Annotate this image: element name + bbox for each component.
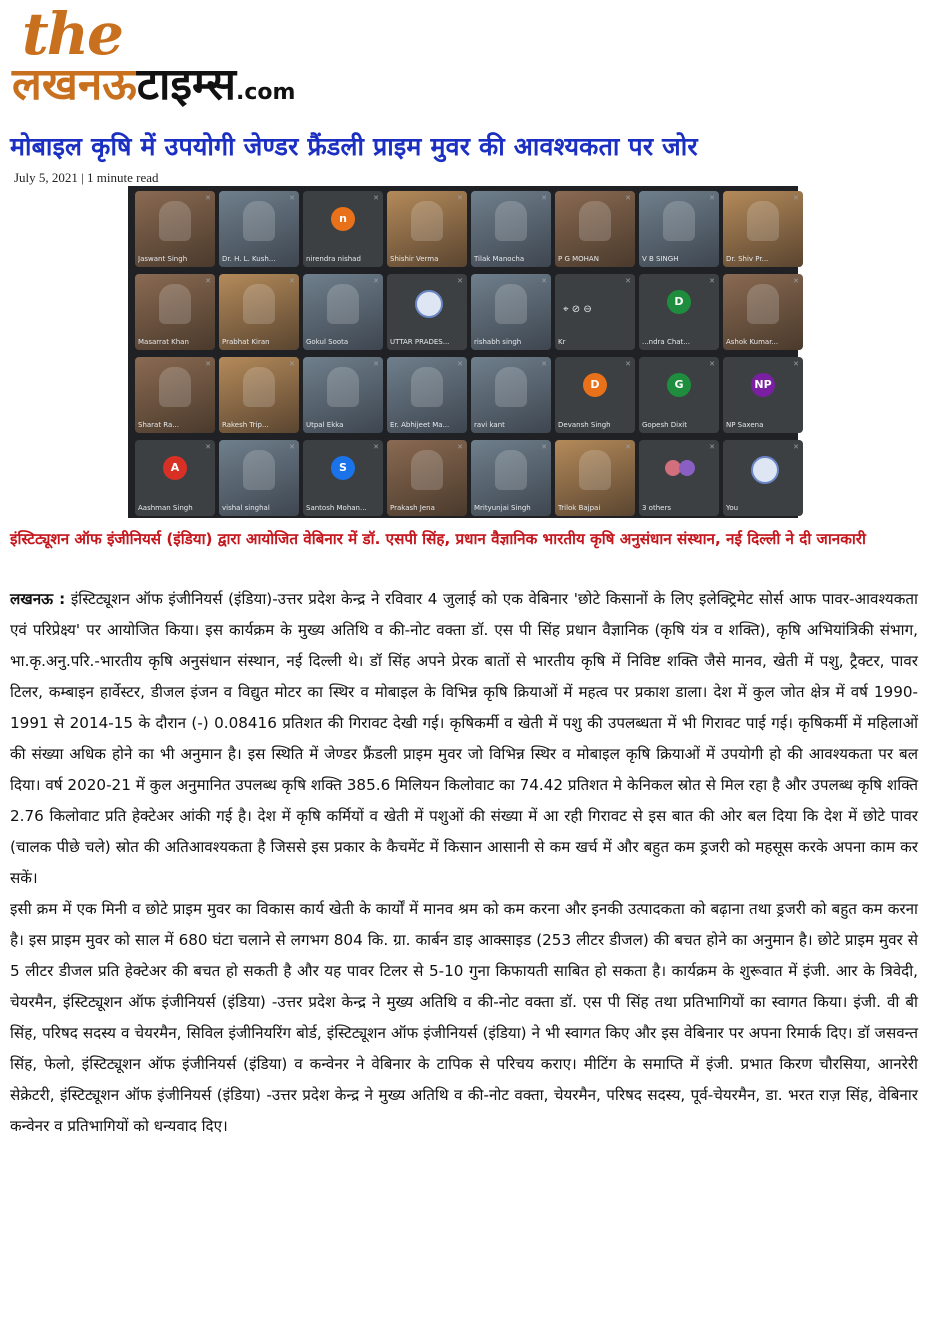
participant-tile [471, 274, 551, 350]
mic-muted-icon: ✕ [625, 443, 631, 451]
mic-muted-icon: ✕ [541, 277, 547, 285]
participant-video [411, 201, 443, 241]
mic-muted-icon: ✕ [541, 443, 547, 451]
participant-avatar: D [583, 373, 607, 397]
participant-video [579, 201, 611, 241]
participant-name: ravi kant [474, 421, 505, 429]
participant-tile [135, 357, 215, 433]
participant-tile [387, 191, 467, 267]
participant-name: Trilok Bajpai [558, 504, 601, 512]
participant-video [747, 284, 779, 324]
mic-muted-icon: ✕ [709, 194, 715, 202]
tile-controls-icon: ⌖ ⊘ ⊖ [563, 304, 592, 315]
mic-muted-icon: ✕ [625, 360, 631, 368]
participant-name: rishabh singh [474, 338, 522, 346]
participant-avatar: A [163, 456, 187, 480]
participant-tile [135, 440, 215, 516]
participant-name: UTTAR PRADES... [390, 338, 450, 346]
mic-muted-icon: ✕ [457, 194, 463, 202]
participant-video [243, 284, 275, 324]
participant-tile [723, 440, 803, 516]
mic-muted-icon: ✕ [541, 360, 547, 368]
participant-tile [387, 357, 467, 433]
participant-tile [555, 274, 635, 350]
participant-name: Dr. H. L. Kush... [222, 255, 276, 263]
logo-wordmark [12, 60, 295, 118]
participant-avatar: G [667, 373, 691, 397]
article-subheadline: इंस्टिट्यूशन ऑफ इंजीनियर्स (इंडिया) द्वारा आयोजित वेबिनार में डॉ. एसपी सिंह, प्रधान वैज्ञानिक भारतीय कृषि अनुसंधान संस्थान, नई दिल्ली ने दी जानकारी [10, 530, 866, 548]
participant-tile [639, 274, 719, 350]
participant-tile [555, 440, 635, 516]
participant-name: Prabhat Kiran [222, 338, 270, 346]
participant-tile [471, 357, 551, 433]
participant-tile [303, 357, 383, 433]
mic-muted-icon: ✕ [709, 277, 715, 285]
participant-tile [471, 191, 551, 267]
participant-tile [471, 440, 551, 516]
participant-video [495, 367, 527, 407]
participant-name: Ashok Kumar... [726, 338, 779, 346]
participant-name: nirendra nishad [306, 255, 361, 263]
participant-name: Er. Abhijeet Ma... [390, 421, 450, 429]
participant-name: Gokul Soota [306, 338, 349, 346]
participant-tile [219, 357, 299, 433]
participant-avatar: NP [751, 373, 775, 397]
participant-video [579, 450, 611, 490]
participant-name: 3 others [642, 504, 671, 512]
mic-muted-icon: ✕ [373, 443, 379, 451]
participant-name: Aashman Singh [138, 504, 193, 512]
participant-avatar: S [331, 456, 355, 480]
participant-name: You [726, 504, 739, 512]
mic-muted-icon: ✕ [793, 360, 799, 368]
mic-muted-icon: ✕ [625, 194, 631, 202]
paragraph-1-text: इंस्टिट्यूशन ऑफ इंजीनियर्स (इंडिया)-उत्तर प्रदेश केन्द्र ने रविवार 4 जुलाई को एक वेबिनार 'छोटे किसानों के लिए इलेक्ट्रिमेट सोर्स आफ पावर-आवश्यकता एवं परिप्रेक्ष्य' पर आयोजित किया। इस कार्यक्रम के मुख्य अतिथि व की-नोट वक्ता डॉ. एस पी सिंह प्रधान वैज्ञानिक (कृषि यंत्र व शक्ति), कृषि अभियांत्रिकी संभाग, भा.कृ.अनु.परि.-भारतीय कृषि अनुसंधान संस्थान, नई दिल्ली थे। डॉ सिंह अपने प्रेरक बातों से भारतीय कृषि में निविष्ट शक्ति जैसे मानव, खेती में पशु, ट्रैक्टर, पावर टिलर, कम्बाइन हार्वेस्टर, डीजल इंजन व विद्युत मोटर का स्थिर व मोबाइल के विभिन्न कृषि क्रियाओं में महत्व पर प्रकाश डाला। देश में कुल जोत क्षेत्र में वर्ष 1990-1991 से 2014-15 के दौरान (-) 0.08416 प्रतिशत की गिरावट देखी गई। कृषिकर्मी व खेती में पशु की उपलब्धता में भी गिरावट पाई गई। कृषिकर्मी में महिलाओं की संख्या अधिक होने का भी अनुमान है। इस स्थिति में जेण्डर फ्रैंडली प्राइम मुवर जो विभिन्न स्थिर व मोबाइल कृषि क्रियाओं में उपयोगी हो की आवश्यकता पर बल दिया। वर्ष 2020-21 में कुल अनुमानित उपलब्ध कृषि शक्ति 385.6 मिलियन किलोवाट का 74.42 प्रतिशत मे केनिकल स्रोत से मिल रहा है और उपलब्ध कृषि शक्ति 2.76 किलोवाट प्रति हेक्टेअर आंकी गई है। देश में कृषि कर्मियों व खेती में पशुओं की संख्या में आ रही गिरावट से इस बात की ओर बल दिया कि देश में छोटे पावर (चालक पीछे चले) स्रोत की अतिआवश्यकता है जिससे इस प्रकार के कैचमेंट में किसान आसानी से कम खर्च में और बहुत कम ड्रजरी को महसूस करके अपना काम कर सकें। [10, 590, 918, 887]
article-headline: मोबाइल कृषि में उपयोगी जेण्डर फ्रैंडली प्राइम मुवर की आवश्यकता पर जोर [10, 132, 698, 161]
mic-muted-icon: ✕ [793, 194, 799, 202]
mic-muted-icon: ✕ [289, 443, 295, 451]
participant-video [159, 367, 191, 407]
participant-tile [723, 191, 803, 267]
mic-muted-icon: ✕ [457, 360, 463, 368]
mic-muted-icon: ✕ [205, 277, 211, 285]
participant-video [243, 367, 275, 407]
participant-avatar: D [667, 290, 691, 314]
participant-name: V B SINGH [642, 255, 679, 263]
participant-tile [303, 191, 383, 267]
mic-muted-icon: ✕ [205, 194, 211, 202]
participant-avatar: n [331, 207, 355, 231]
participant-name: Mrityunjai Singh [474, 504, 531, 512]
participant-name: Prakash Jena [390, 504, 435, 512]
participant-video [495, 284, 527, 324]
participant-tile [555, 191, 635, 267]
mic-muted-icon: ✕ [205, 360, 211, 368]
participant-video [411, 450, 443, 490]
mic-muted-icon: ✕ [289, 194, 295, 202]
participant-name: Jaswant Singh [138, 255, 188, 263]
participant-video [411, 367, 443, 407]
participant-name: Tilak Manocha [474, 255, 525, 263]
webinar-screenshot [128, 186, 798, 518]
mic-muted-icon: ✕ [205, 443, 211, 451]
participant-name: Gopesh Dixit [642, 421, 687, 429]
participant-tile [387, 274, 467, 350]
organization-logo [751, 456, 779, 484]
logo-the-text: the [22, 0, 122, 68]
article-paragraph-2: इसी क्रम में एक मिनी व छोटे प्राइम मुवर का विकास कार्य खेती के कार्यों में मानव श्रम को कम करना और इनकी उत्पादकता को बढ़ाना तथा ड्रजरी को बहुत कम करना है। इस प्राइम मुवर को साल में 680 घंटा चलाने से लगभग 804 कि. ग्रा. कार्बन डाइ आक्साइड (253 लीटर डीजल) की बचत होने का अनुमान है। छोटे प्राइम मुवर से 5 लीटर डीजल प्रति हेक्टेअर की बचत हो सकती है और यह पावर टिलर से 5-10 गुना किफायती साबित हो सकता है। कार्यक्रम के शुरूवात में इंजी. आर के त्रिवेदी, चेयरमैन, इंस्टिट्यूशन ऑफ इंजीनियर्स (इंडिया) -उत्तर प्रदेश केन्द्र ने मुख्य अतिथि व की-नोट वक्ता डॉ. एस पी सिंह तथा प्रतिभागियों का स्वागत किया। इंजी. वी बी सिंह, परिषद सदस्य व चेयरमैन, सिविल इंजीनियरिंग बोर्ड, इंस्टिट्यूशन ऑफ इंजीनियर्स (इंडिया) ने भी स्वागत किए और इस वेबिनार पर अपना रिमार्क दिए। डॉ जसवन्त सिंह, फेलो, इंस्टिट्यूशन ऑफ इंजीनियर्स (इंडिया) व कन्वेनर ने वेबिनार के टापिक से परिचय कराए। मीटिंग के समाप्ति में इंजी. प्रभात किरण चौरसिया, आनरेरी सेक्रेटरी, इंस्टिट्यूशन ऑफ इंजीनियर्स (इंडिया) -उत्तर प्रदेश केन्द्र ने मुख्य अतिथि व की-नोट वक्ता, चेयरमैन, परिषद सदस्य, पूर्व-चेयरमैन, डा. भरत राज़ सिंह, वेबिनार कन्वेनर व प्रतिभागियों को धन्यवाद दिए। [10, 900, 918, 1135]
participant-tile [639, 191, 719, 267]
participant-video [747, 201, 779, 241]
mic-muted-icon: ✕ [289, 277, 295, 285]
participant-name: vishal singhal [222, 504, 270, 512]
participant-video [495, 450, 527, 490]
participant-name: Devansh Singh [558, 421, 611, 429]
participant-name: Rakesh Trip... [222, 421, 269, 429]
participant-name: Sharat Ra... [138, 421, 179, 429]
mic-muted-icon: ✕ [373, 277, 379, 285]
mic-muted-icon: ✕ [709, 443, 715, 451]
mic-muted-icon: ✕ [793, 443, 799, 451]
participant-tile [303, 440, 383, 516]
logo-part-lucknow: लखनऊ [12, 59, 137, 110]
participant-tile [723, 274, 803, 350]
participant-tile [639, 440, 719, 516]
participant-video [243, 450, 275, 490]
participant-video [159, 201, 191, 241]
article-paragraph-1 [10, 584, 918, 894]
participant-video [327, 367, 359, 407]
mic-muted-icon: ✕ [373, 360, 379, 368]
participant-tile [387, 440, 467, 516]
mic-muted-icon: ✕ [625, 277, 631, 285]
mic-muted-icon: ✕ [373, 194, 379, 202]
mic-muted-icon: ✕ [793, 277, 799, 285]
participant-tile [219, 191, 299, 267]
article-body [10, 584, 918, 1142]
participant-name: Shishir Verma [390, 255, 439, 263]
participant-video [159, 284, 191, 324]
participant-video [663, 201, 695, 241]
participant-tile [135, 191, 215, 267]
participant-tile [219, 440, 299, 516]
mic-muted-icon: ✕ [709, 360, 715, 368]
lead-word: लखनऊ : [10, 590, 66, 608]
participant-tile [723, 357, 803, 433]
organization-logo [415, 290, 443, 318]
participant-video [243, 201, 275, 241]
logo-part-times: टाइम्स [136, 59, 237, 110]
others-avatar [679, 460, 695, 476]
participant-name: Santosh Mohan... [306, 504, 367, 512]
logo-domain-suffix: .com [236, 80, 296, 105]
participant-name: Masarrat Khan [138, 338, 189, 346]
participant-video [495, 201, 527, 241]
mic-muted-icon: ✕ [541, 194, 547, 202]
participant-name: Kr [558, 338, 566, 346]
participant-video [327, 284, 359, 324]
mic-muted-icon: ✕ [457, 443, 463, 451]
participant-tile [639, 357, 719, 433]
participant-name: Utpal Ekka [306, 421, 344, 429]
participant-name: NP Saxena [726, 421, 764, 429]
participant-name: Dr. Shiv Pr... [726, 255, 769, 263]
site-logo[interactable] [12, 2, 392, 114]
participant-name: P G MOHAN [558, 255, 599, 263]
participant-tile [219, 274, 299, 350]
participant-tile [555, 357, 635, 433]
participant-tile [303, 274, 383, 350]
article-dateline: July 5, 2021 | 1 minute read [14, 170, 159, 185]
mic-muted-icon: ✕ [457, 277, 463, 285]
participant-tile [135, 274, 215, 350]
mic-muted-icon: ✕ [289, 360, 295, 368]
participant-name: ...ndra Chat... [642, 338, 690, 346]
